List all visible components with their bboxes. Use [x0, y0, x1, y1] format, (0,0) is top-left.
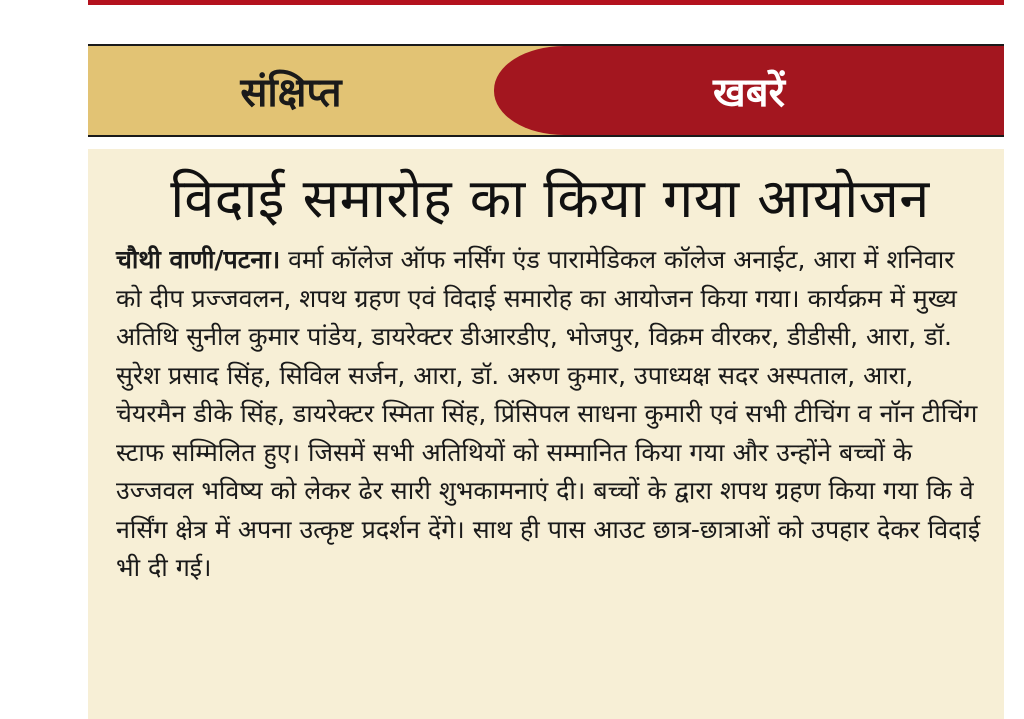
article-body-text: वर्मा कॉलेज ऑफ नर्सिंग एंड पारामेडिकल कॉलेज अनाईट, आरा में शनिवार को दीप प्रज्जवलन, शपथ ग्रहण एवं विदाई समारोह का आयोजन किया गया। कार्यक्रम में मुख्य अतिथि सुनील कुमार पांडेय, डायरेक्टर डीआरडीए, भोजपुर, विक्रम वीरकर, डीडीसी, आरा, डॉ. सुरेश प्रसाद सिंह, सिविल सर्जन, आरा, डॉ. अरुण कुमार, उपाध्यक्ष सदर अस्पताल, आरा, चेयरमैन डीके सिंह, डायरेक्टर स्मिता सिंह, प्रिंसिपल साधना कुमारी एवं सभी टीचिंग व नॉन टीचिंग स्टाफ सम्मिलित हुए। जिसमें सभी अतिथियों को सम्मानित किया गया और उन्होंने बच्चों के उज्जवल भविष्य को लेकर ढेर सारी शुभकामनाएं दी। बच्चों के द्वारा शपथ ग्रहण किया गया कि वे नर्सिंग क्षेत्र में अपना उत्कृष्ट प्रदर्शन देंगे। साथ ही पास आउट छात्र-छात्राओं को उपहार देकर विदाई भी दी गई।	[116, 245, 981, 582]
banner-label-brief: संक्षिप्त	[240, 70, 342, 116]
news-article	[88, 149, 1004, 719]
section-banner	[88, 44, 1004, 137]
banner-label-news: खबरें	[713, 70, 785, 116]
banner-red-tab	[494, 46, 1004, 135]
article-dateline: चौथी वाणी/पटना।	[116, 245, 281, 274]
article-headline: विदाई समारोह का किया गया आयोजन	[170, 167, 930, 230]
article-body	[116, 241, 984, 588]
top-rule	[88, 0, 1004, 5]
